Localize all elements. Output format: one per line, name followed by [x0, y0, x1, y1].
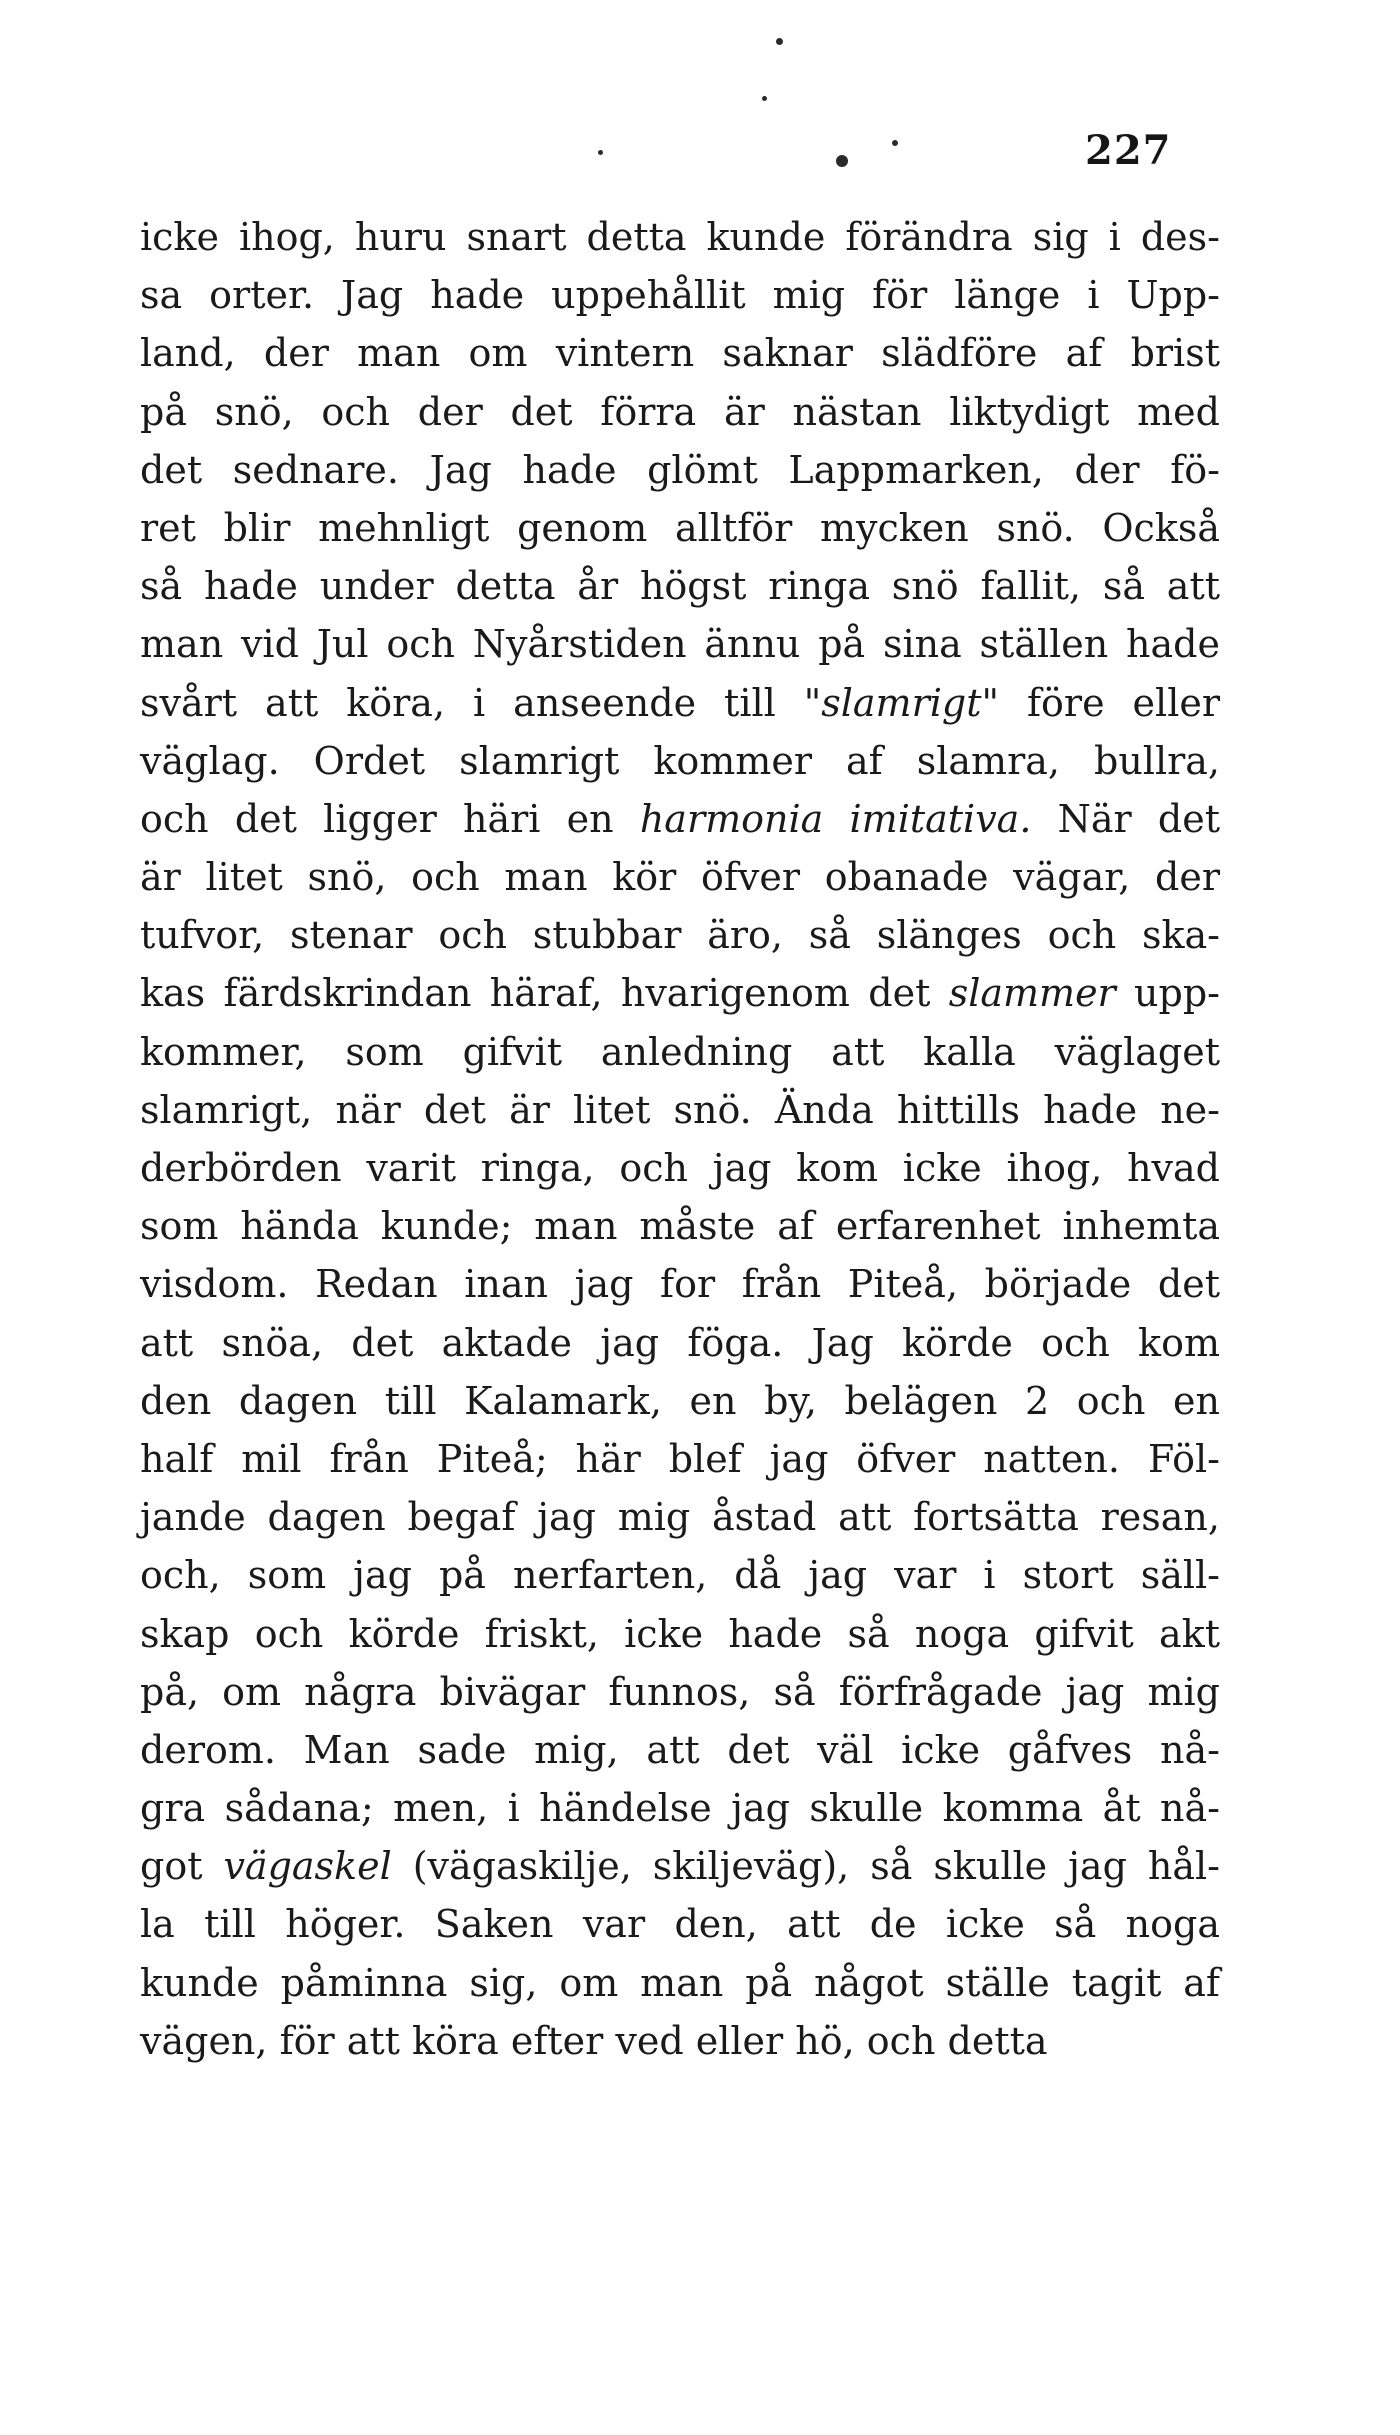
- text-segment: sa orter. Jag hade uppehållit mig för länge i Upp-: [140, 273, 1220, 318]
- text-line: [140, 499, 1220, 557]
- text-line: [140, 906, 1220, 964]
- text-segment: kunde påminna sig, om man på något ställe tagit af: [140, 1960, 1220, 2005]
- italic-text-segment: "slamrigt": [803, 680, 999, 725]
- ink-speck: [776, 38, 783, 45]
- text-line: [140, 615, 1220, 673]
- text-segment: jande dagen begaf jag mig åstad att fortsätta resan,: [140, 1495, 1220, 1540]
- text-line: [140, 1779, 1220, 1837]
- text-line: [140, 1663, 1220, 1721]
- text-line: [140, 266, 1220, 324]
- text-segment: väglag. Ordet slamrigt kommer af slamra, bullra,: [140, 738, 1220, 783]
- text-segment: derom. Man sade mig, att det väl icke gåfves nå-: [140, 1727, 1220, 1772]
- text-segment: är litet snö, och man kör öfver obanade vägar, der: [140, 855, 1220, 900]
- ink-speck: [892, 140, 898, 146]
- text-line: [140, 1255, 1220, 1313]
- text-line: [140, 848, 1220, 906]
- ink-speck: [762, 96, 767, 101]
- text-segment: vägen, för att köra efter ved eller hö, och detta: [140, 2018, 1048, 2063]
- text-segment: icke ihog, huru snart detta kunde förändra sig i des-: [140, 215, 1220, 259]
- text-line: [140, 1197, 1220, 1255]
- text-segment: man vid Jul och Nyårstiden ännu på sina ställen hade: [140, 622, 1220, 667]
- text-line: [140, 1721, 1220, 1779]
- italic-text-segment: harmonia imitativa.: [639, 796, 1032, 841]
- text-line: [140, 2012, 1220, 2070]
- text-segment: det sednare. Jag hade glömt Lappmarken, der fö-: [140, 447, 1220, 492]
- text-line: [140, 1954, 1220, 2012]
- text-segment: visdom. Redan inan jag for från Piteå, började det: [140, 1262, 1220, 1307]
- text-line: [140, 383, 1220, 441]
- text-segment: gra sådana; men, i händelse jag skulle komma åt nå-: [140, 1786, 1220, 1831]
- text-line: [140, 1837, 1220, 1895]
- text-segment: och, som jag på nerfarten, då jag var i stort säll-: [140, 1553, 1220, 1598]
- text-segment: att snöa, det aktade jag föga. Jag körde och kom: [140, 1320, 1220, 1365]
- text-line: [140, 1488, 1220, 1546]
- italic-text-segment: vägaskel: [223, 1844, 392, 1889]
- body-text: [140, 208, 1220, 2070]
- text-segment: slamrigt, när det är litet snö. Ända hittills hade ne-: [140, 1087, 1220, 1132]
- text-line: [140, 324, 1220, 382]
- text-segment: ret blir mehnligt genom alltför mycken snö. Också: [140, 505, 1220, 550]
- text-line: [140, 1546, 1220, 1604]
- ink-speck: [836, 155, 848, 167]
- text-segment: som hända kunde; man måste af erfarenhet inhemta: [140, 1204, 1220, 1249]
- text-line: [140, 1023, 1220, 1081]
- text-segment: land, der man om vintern saknar slädföre af brist: [140, 331, 1220, 376]
- text-line: [140, 1314, 1220, 1372]
- text-line: [140, 732, 1220, 790]
- text-segment: på snö, och der det förra är nästan liktydigt med: [140, 389, 1220, 434]
- text-segment: (vägaskilje, skiljeväg), så skulle jag hål-: [391, 1844, 1220, 1889]
- text-line: [140, 208, 1220, 266]
- text-line: [140, 1895, 1220, 1953]
- text-line: [140, 674, 1220, 732]
- text-segment: När det: [1031, 796, 1220, 841]
- text-line: [140, 964, 1220, 1022]
- text-segment: svårt att köra, i anseende till: [140, 680, 804, 725]
- ink-speck: [598, 150, 603, 155]
- text-line: [140, 790, 1220, 848]
- text-line: [140, 1372, 1220, 1430]
- text-segment: på, om några bivägar funnos, så förfrågade jag mig: [140, 1669, 1220, 1714]
- text-segment: half mil från Piteå; här blef jag öfver natten. Föl-: [140, 1436, 1220, 1481]
- text-segment: före eller: [998, 680, 1221, 725]
- text-segment: kommer, som gifvit anledning att kalla väglaget: [140, 1029, 1220, 1074]
- text-segment: la till höger. Saken var den, att de icke så noga: [140, 1902, 1220, 1947]
- text-segment: så hade under detta år högst ringa snö fallit, så att: [140, 564, 1220, 609]
- italic-text-segment: slammer: [948, 971, 1116, 1016]
- text-line: [140, 1081, 1220, 1139]
- text-line: [140, 557, 1220, 615]
- text-segment: och det ligger häri en: [140, 796, 640, 841]
- text-segment: tufvor, stenar och stubbar äro, så slänges och ska-: [140, 913, 1220, 958]
- text-segment: upp-: [1115, 971, 1220, 1016]
- text-line: [140, 1430, 1220, 1488]
- text-segment: kas färdskrindan häraf, hvarigenom det: [140, 971, 949, 1016]
- text-line: [140, 1605, 1220, 1663]
- text-segment: derbörden varit ringa, och jag kom icke ihog, hvad: [140, 1146, 1220, 1190]
- text-segment: skap och körde friskt, icke hade så noga gifvit akt: [140, 1611, 1220, 1656]
- page-number: 227: [1085, 127, 1172, 174]
- text-segment: got: [140, 1844, 224, 1889]
- text-segment: den dagen till Kalamark, en by, belägen 2 och en: [140, 1378, 1220, 1423]
- text-line: [140, 1139, 1220, 1197]
- text-line: [140, 441, 1220, 499]
